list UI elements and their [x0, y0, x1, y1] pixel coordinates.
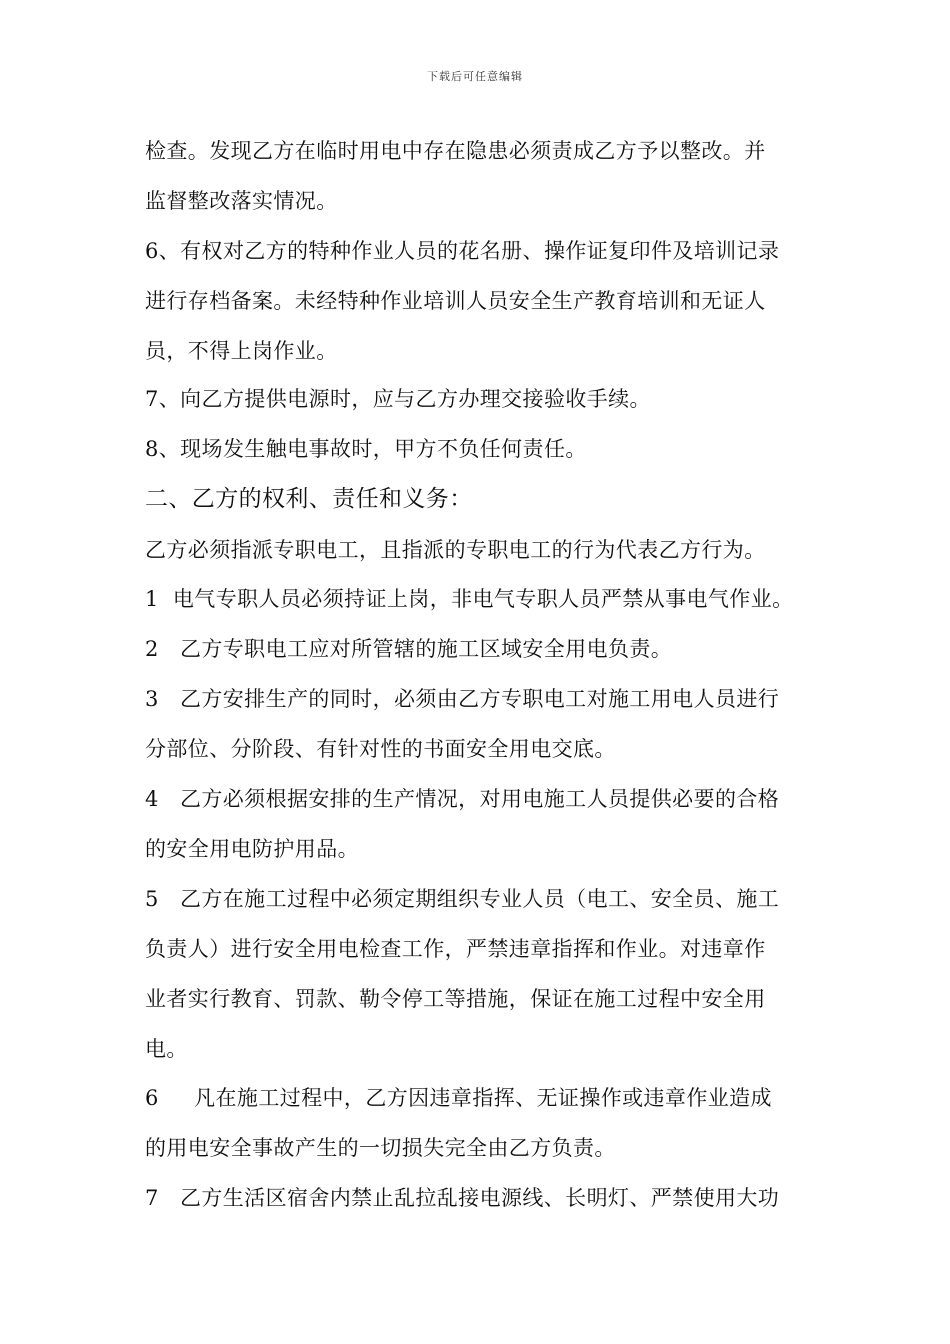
section-heading: 二、乙方的权利、责任和义务：: [145, 486, 473, 512]
page-header: 下载后可任意编辑: [427, 70, 523, 83]
body-line: 4 乙方必须根据安排的生产情况，对用电施工人员提供必要的合格: [145, 787, 780, 811]
body-line: 分部位、分阶段、有针对性的书面安全用电交底。: [145, 737, 616, 761]
body-line: 1 电气专职人员必须持证上岗，非电气专职人员严禁从事电气作业。: [145, 587, 794, 611]
body-line: 进行存档备案。未经特种作业培训人员安全生产教育培训和无证人: [145, 289, 766, 313]
body-line: 检查。发现乙方在临时用电中存在隐患必须责成乙方予以整改。并: [145, 139, 766, 163]
body-line: 7 乙方生活区宿舍内禁止乱拉乱接电源线、长明灯、严禁使用大功: [145, 1186, 780, 1210]
body-line: 5 乙方在施工过程中必须定期组织专业人员（电工、安全员、施工: [145, 887, 780, 911]
body-line: 3 乙方安排生产的同时，必须由乙方专职电工对施工用电人员进行: [145, 687, 780, 711]
body-line: 的安全用电防护用品。: [145, 837, 359, 861]
body-line: 的用电安全事故产生的一切损失完全由乙方负责。: [145, 1136, 616, 1160]
body-line: 监督整改落实情况。: [145, 189, 338, 213]
body-line: 2 乙方专职电工应对所管辖的施工区域安全用电负责。: [145, 637, 673, 661]
body-line: 负责人）进行安全用电检查工作，严禁违章指挥和作业。对违章作: [145, 937, 766, 961]
body-line: 6 凡在施工过程中，乙方因违章指挥、无证操作或违章作业造成: [145, 1086, 772, 1110]
body-line: 8、现场发生触电事故时，甲方不负任何责任。: [145, 437, 587, 461]
body-line: 员，不得上岗作业。: [145, 339, 338, 363]
body-line: 电。: [145, 1037, 188, 1061]
body-line: 乙方必须指派专职电工，且指派的专职电工的行为代表乙方行为。: [145, 538, 766, 562]
body-line: 业者实行教育、罚款、勒令停工等措施，保证在施工过程中安全用: [145, 987, 766, 1011]
body-line: 6、有权对乙方的特种作业人员的花名册、操作证复印件及培训记录: [145, 239, 780, 263]
body-line: 7、向乙方提供电源时，应与乙方办理交接验收手续。: [145, 387, 651, 411]
